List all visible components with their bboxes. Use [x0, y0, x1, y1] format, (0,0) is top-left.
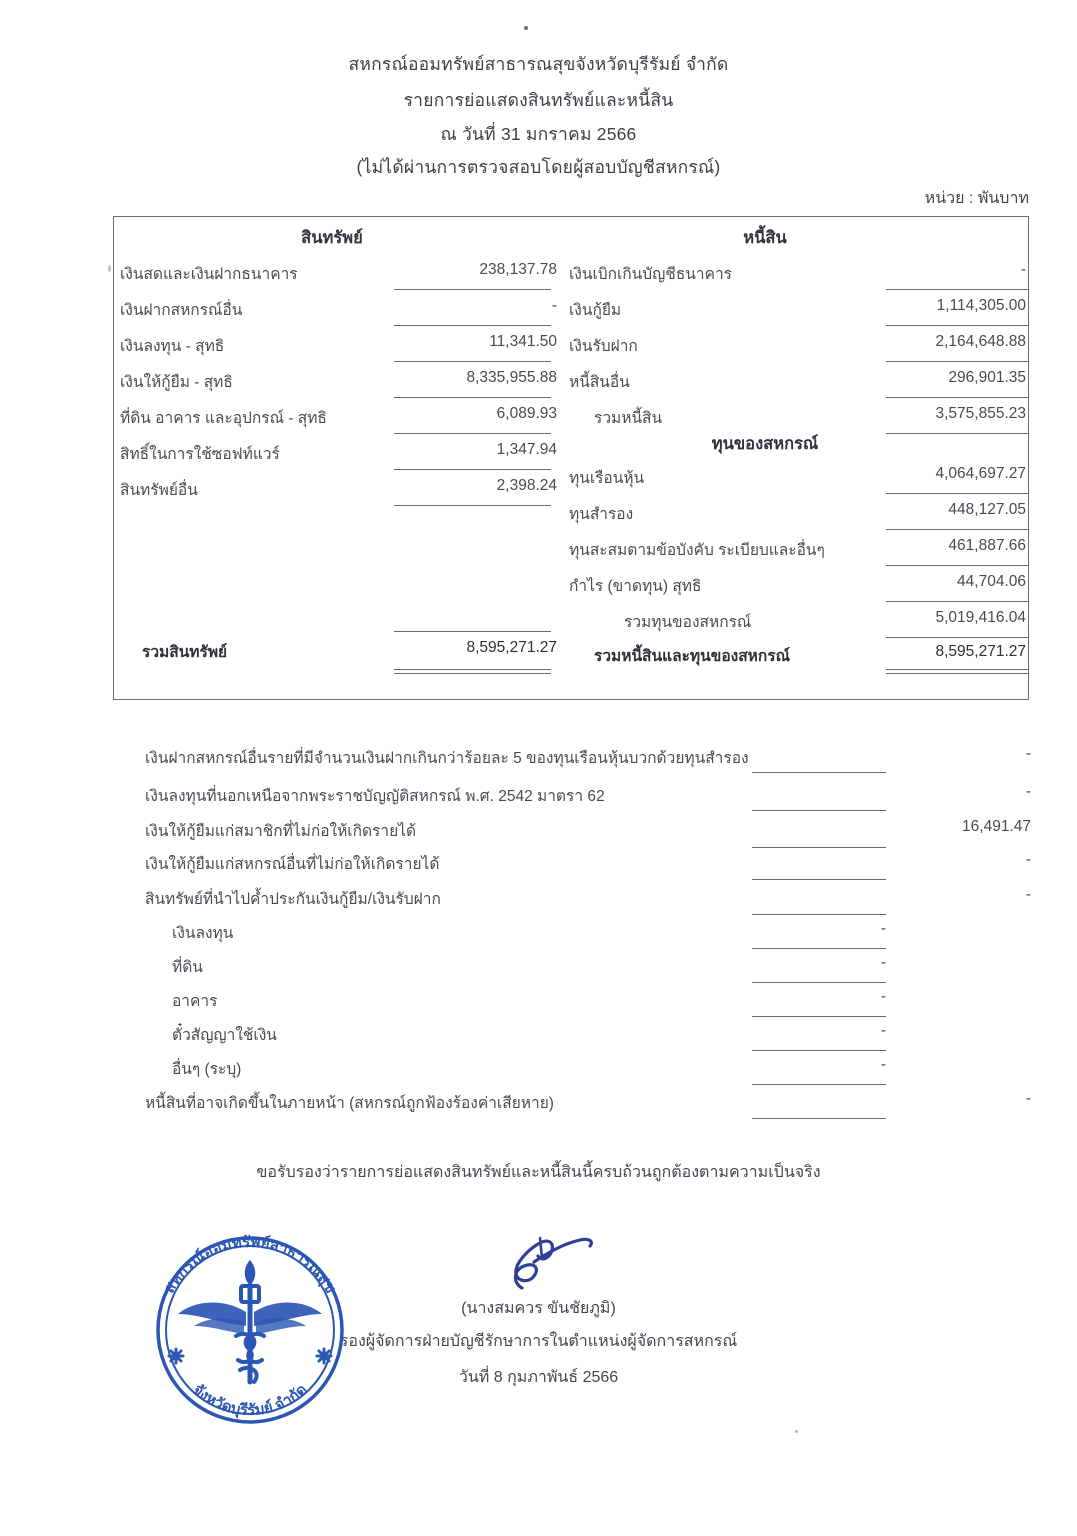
note-label: เงินฝากสหกรณ์อื่นรายที่มีจำนวนเงินฝากเกินกว่าร้อยละ 5 ของทุนเรือนหุ้นบวกด้วยทุนสำรอง	[145, 750, 749, 767]
row-value: 6,089.93	[496, 405, 557, 422]
table-row	[120, 297, 557, 319]
table-row	[120, 261, 557, 283]
table-row	[120, 477, 557, 499]
row-label: ทุนสะสมตามข้อบังคับ ระเบียบและอื่นๆ	[569, 542, 825, 559]
row-underline	[886, 397, 1029, 398]
grand-total-row	[569, 643, 1026, 665]
row-underline	[394, 505, 551, 506]
note-value: -	[1025, 745, 1031, 762]
row-underline	[886, 529, 1029, 530]
signatory-name: (นางสมควร ขันชัยภูมิ)	[461, 1300, 616, 1317]
row-label: รวมหนี้สินและทุนของสหกรณ์	[594, 648, 790, 665]
row-value: 4,064,697.27	[935, 465, 1026, 482]
row-value: 8,335,955.88	[466, 369, 557, 386]
row-value: 238,137.78	[479, 261, 557, 278]
table-row	[569, 261, 1026, 283]
note-underline	[752, 847, 886, 848]
row-label: สินทรัพย์อื่น	[120, 482, 198, 499]
official-seal	[140, 1230, 360, 1430]
note-value: -	[1025, 886, 1031, 903]
note-label: ที่ดิน	[172, 959, 203, 976]
row-label: เงินรับฝาก	[569, 338, 638, 355]
note-value: -	[880, 920, 886, 937]
row-value: 1,114,305.00	[936, 297, 1026, 314]
row-label: หนี้สินอื่น	[569, 374, 630, 391]
equity-total-row	[569, 609, 1026, 631]
note-label: หนี้สินที่อาจเกิดขึ้นในภายหน้า (สหกรณ์ถูกฟ้องร้องค่าเสียหาย)	[145, 1095, 554, 1112]
row-value: 11,341.50	[489, 333, 557, 350]
row-label: กำไร (ขาดทุน) สุทธิ	[569, 578, 702, 595]
audit-disclaimer: (ไม่ได้ผ่านการตรวจสอบโดยผู้สอบบัญชีสหกรณ์)	[356, 157, 721, 177]
note-underline	[752, 1084, 886, 1085]
table-row	[569, 333, 1026, 355]
row-underline	[394, 361, 551, 362]
note-value: 16,491.47	[962, 818, 1031, 835]
row-label: ทุนเรือนหุ้น	[569, 470, 645, 487]
row-value: 2,164,648.88	[935, 333, 1026, 350]
signatory-title: รองผู้จัดการฝ่ายบัญชีรักษาการในตำแหน่งผู้จัดการสหกรณ์	[339, 1333, 738, 1350]
row-value: 296,901.35	[948, 369, 1026, 386]
signature-date: วันที่ 8 กุมภาพันธ์ 2566	[458, 1369, 619, 1386]
liabilities-total-row	[569, 405, 1026, 427]
note-underline	[752, 982, 886, 983]
row-value: 8,595,271.27	[935, 643, 1026, 660]
note-underline	[752, 810, 886, 811]
row-underline	[886, 601, 1029, 602]
row-value: -	[551, 297, 557, 314]
assets-total-row	[120, 639, 557, 661]
row-label: เงินลงทุน - สุทธิ	[120, 338, 225, 355]
row-underline	[886, 289, 1029, 290]
certification-text: ขอรับรองว่ารายการย่อแสดงสินทรัพย์และหนี้สินนี้ครบถ้วนถูกต้องตามความเป็นจริง	[256, 1164, 821, 1181]
note-underline	[752, 1118, 886, 1119]
row-value: 5,019,416.04	[935, 609, 1026, 626]
note-label: เงินลงทุนที่นอกเหนือจากพระราชบัญญัติสหกรณ์ พ.ศ. 2542 มาตรา 62	[145, 788, 605, 805]
table-row	[569, 537, 1026, 559]
row-value: 461,887.66	[948, 537, 1026, 554]
page-title: สหกรณ์ออมทรัพย์สาธารณสุขจังหวัดบุรีรัมย์ จำกัด	[348, 54, 729, 74]
unit-label: หน่วย : พันบาท	[924, 190, 1029, 207]
row-value: 3,575,855.23	[935, 405, 1026, 422]
row-underline	[394, 433, 551, 434]
note-underline	[752, 914, 886, 915]
row-value: 2,398.24	[496, 477, 557, 494]
table-row	[120, 405, 557, 427]
equity-section-header: ทุนของสหกรณ์	[711, 435, 819, 453]
row-value: -	[1020, 261, 1026, 278]
scan-speck	[108, 265, 111, 272]
page-subtitle: รายการย่อแสดงสินทรัพย์และหนี้สิน	[403, 90, 674, 110]
note-underline	[752, 1016, 886, 1017]
seal-top-text: สหกรณ์ออมทรัพย์สาธารณสุข	[160, 1233, 340, 1297]
note-label: อาคาร	[172, 993, 218, 1010]
table-row	[569, 297, 1026, 319]
row-underline	[886, 433, 1029, 434]
table-row	[569, 573, 1026, 595]
total-doubleline	[886, 669, 1029, 674]
table-row	[569, 369, 1026, 391]
row-label: สิทธิ์ในการใช้ซอฟท์แวร์	[120, 446, 280, 463]
note-value: -	[880, 1022, 886, 1039]
handwritten-signature	[494, 1232, 604, 1294]
row-underline	[886, 325, 1029, 326]
table-row	[569, 501, 1026, 523]
row-value: 44,704.06	[957, 573, 1026, 590]
row-label: เงินให้กู้ยืม - สุทธิ	[120, 374, 233, 391]
table-row	[120, 441, 557, 463]
note-value: -	[1025, 783, 1031, 800]
note-underline	[752, 1050, 886, 1051]
row-label: เงินกู้ยืม	[569, 302, 622, 319]
note-value: -	[880, 1056, 886, 1073]
row-underline	[886, 565, 1029, 566]
report-date: ณ วันที่ 31 มกราคม 2566	[440, 124, 637, 144]
note-value: -	[880, 988, 886, 1005]
note-underline	[752, 879, 886, 880]
row-label: เงินสดและเงินฝากธนาคาร	[120, 266, 298, 283]
note-value: -	[1025, 1090, 1031, 1107]
balance-sheet-table	[113, 216, 1029, 700]
row-underline	[886, 493, 1029, 494]
note-label: เงินลงทุน	[172, 925, 234, 942]
row-underline	[394, 469, 551, 470]
seal-bottom-text: จังหวัดบุรีรัมย์ จำกัด	[189, 1380, 311, 1420]
assets-column-header: สินทรัพย์	[301, 229, 363, 247]
note-value: -	[880, 954, 886, 971]
table-row	[120, 369, 557, 391]
total-doubleline	[394, 669, 551, 674]
note-label: ตั๋วสัญญาใช้เงิน	[172, 1027, 277, 1044]
row-label: เงินเบิกเกินบัญชีธนาคาร	[569, 266, 732, 283]
note-value: -	[1025, 851, 1031, 868]
row-label: ทุนสำรอง	[569, 506, 634, 523]
row-underline	[886, 361, 1029, 362]
note-underline	[752, 948, 886, 949]
row-value: 8,595,271.27	[466, 639, 557, 656]
note-label: เงินให้กู้ยืมแก่สหกรณ์อื่นที่ไม่ก่อให้เกิดรายได้	[145, 856, 440, 873]
scan-speck	[524, 26, 528, 30]
note-label: เงินให้กู้ยืมแก่สมาชิกที่ไม่ก่อให้เกิดรายได้	[145, 823, 417, 840]
note-label: อื่นๆ (ระบุ)	[172, 1061, 242, 1078]
row-label: รวมหนี้สิน	[594, 410, 663, 427]
table-row	[569, 465, 1026, 487]
note-underline	[752, 772, 886, 773]
row-label: เงินฝากสหกรณ์อื่น	[120, 302, 243, 319]
row-value: 1,347.94	[496, 441, 557, 458]
liabilities-column-header: หนี้สิน	[743, 229, 787, 247]
row-underline	[394, 325, 551, 326]
row-label: รวมสินทรัพย์	[142, 644, 228, 661]
total-topline	[394, 631, 551, 632]
row-value: 448,127.05	[948, 501, 1026, 518]
row-underline	[394, 397, 551, 398]
row-underline	[886, 637, 1029, 638]
row-underline	[394, 289, 551, 290]
row-label: รวมทุนของสหกรณ์	[624, 614, 752, 631]
note-label: สินทรัพย์ที่นำไปค้ำประกันเงินกู้ยืม/เงินรับฝาก	[145, 891, 441, 908]
table-row	[120, 333, 557, 355]
scan-speck	[795, 1430, 798, 1433]
row-label: ที่ดิน อาคาร และอุปกรณ์ - สุทธิ	[120, 410, 327, 427]
